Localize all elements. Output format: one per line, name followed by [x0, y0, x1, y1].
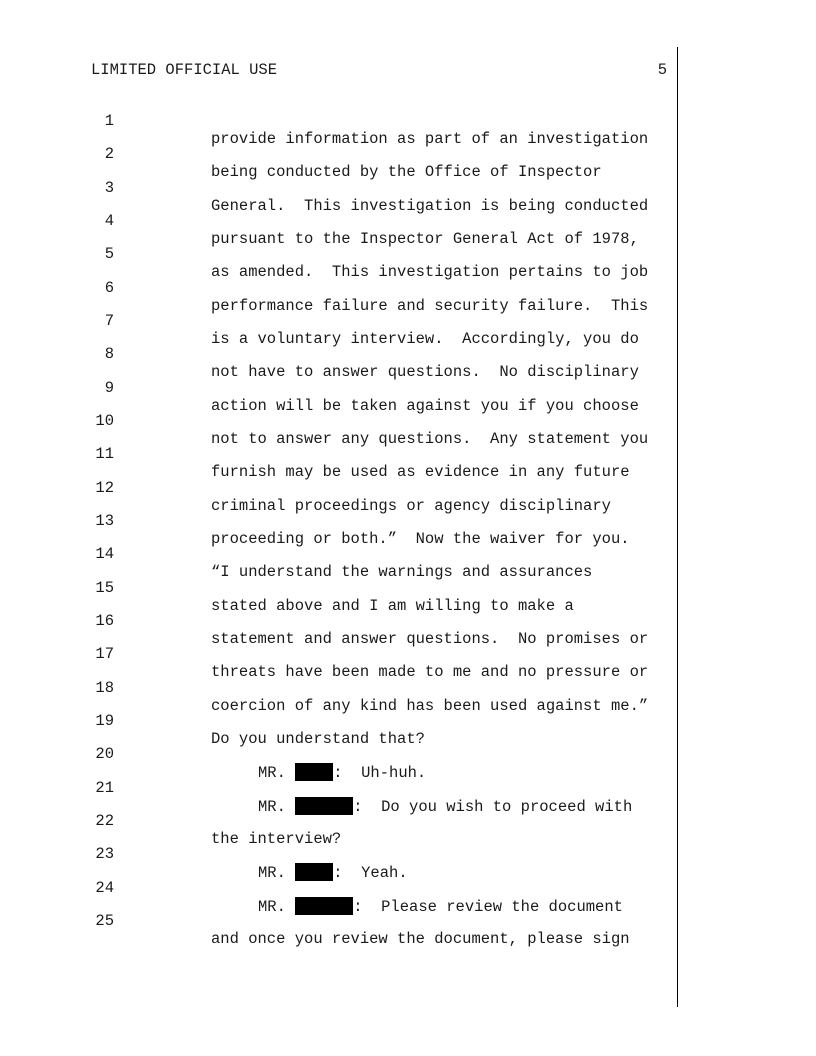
- line-text: as amended. This investigation pertains to job: [211, 263, 649, 281]
- speaker-title: MR.: [258, 864, 286, 882]
- line-text: is a voluntary interview. Accordingly, you do: [211, 330, 639, 348]
- line-text: being conducted by the Office of Inspector: [211, 163, 602, 181]
- line-text: “I understand the warnings and assurances: [211, 563, 593, 581]
- line-number: 20: [95, 745, 114, 763]
- line-number: 19: [95, 712, 114, 730]
- line-text: and once you review the document, please sign: [211, 930, 630, 948]
- line-number: 21: [95, 779, 114, 797]
- line-text: : Please review the document: [353, 898, 623, 916]
- line-text: proceeding or both.” Now the waiver for you.: [211, 530, 630, 548]
- line-number: 7: [104, 312, 114, 330]
- redaction-box: [295, 897, 353, 915]
- line-text: : Uh-huh.: [333, 764, 427, 782]
- line-text: statement and answer questions. No promises or: [211, 630, 649, 648]
- line-number: 15: [95, 579, 114, 597]
- line-number: 22: [95, 812, 114, 830]
- speaker-title: MR.: [258, 798, 286, 816]
- speaker-line: [258, 863, 408, 882]
- line-number: 5: [104, 245, 114, 263]
- line-number: 1: [104, 112, 114, 130]
- transcript-line: [0, 694, 425, 748]
- line-text: performance failure and security failure. This: [211, 297, 649, 315]
- line-number: 8: [104, 345, 114, 363]
- line-text: General. This investigation is being conducted: [211, 197, 649, 215]
- page-number: 5: [657, 61, 667, 79]
- line-number: 16: [95, 612, 114, 630]
- line-number: 14: [95, 545, 114, 563]
- line-text: : Yeah.: [333, 864, 408, 882]
- line-number: 10: [95, 412, 114, 430]
- transcript-line: [0, 94, 649, 148]
- line-text: action will be taken against you if you choose: [211, 397, 639, 415]
- line-number: 13: [95, 512, 114, 530]
- line-text: pursuant to the Inspector General Act of 1978,: [211, 230, 639, 248]
- speaker-title: MR.: [258, 764, 286, 782]
- redaction-box: [295, 863, 333, 881]
- line-number: 3: [104, 179, 114, 197]
- line-text: not to answer any questions. Any statement you: [211, 430, 649, 448]
- line-number: 11: [95, 445, 114, 463]
- speaker-line: [258, 797, 632, 816]
- line-number: 4: [104, 212, 114, 230]
- line-number: 17: [95, 645, 114, 663]
- line-number: 12: [95, 479, 114, 497]
- speaker-line: [258, 897, 623, 916]
- line-text: threats have been made to me and no pressure or: [211, 663, 649, 681]
- redaction-box: [295, 763, 333, 781]
- line-text: coercion of any kind has been used against me.”: [211, 697, 649, 715]
- line-number: 2: [104, 145, 114, 163]
- line-text: : Do you wish to proceed with: [353, 798, 633, 816]
- line-number: 25: [95, 912, 114, 930]
- line-text: provide information as part of an investigation: [211, 130, 649, 148]
- line-number: 9: [104, 379, 114, 397]
- speaker-line: [258, 763, 426, 782]
- redaction-box: [295, 797, 353, 815]
- line-text: Do you understand that?: [211, 730, 425, 748]
- line-text: criminal proceedings or agency disciplinary: [211, 497, 611, 515]
- line-text: stated above and I am willing to make a: [211, 597, 574, 615]
- right-margin-rule: [677, 47, 678, 1007]
- line-number: 18: [95, 679, 114, 697]
- speaker-title: MR.: [258, 898, 286, 916]
- header-classification: LIMITED OFFICIAL USE: [91, 61, 278, 79]
- line-number: 6: [104, 279, 114, 297]
- line-number: 24: [95, 879, 114, 897]
- line-text: furnish may be used as evidence in any future: [211, 463, 630, 481]
- line-number: 23: [95, 845, 114, 863]
- line-text: not have to answer questions. No disciplinary: [211, 363, 639, 381]
- line-text: the interview?: [211, 830, 342, 848]
